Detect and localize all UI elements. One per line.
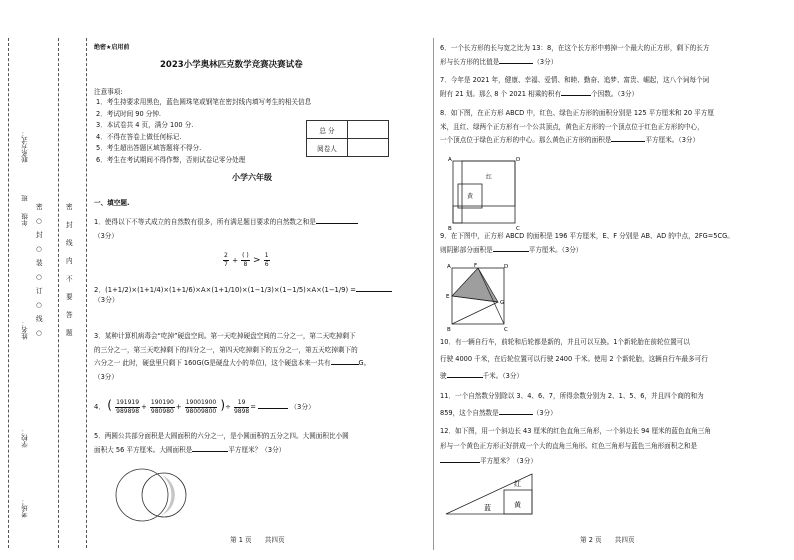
- exam-room-label: 考场：: [21, 498, 29, 518]
- q6-answer-blank[interactable]: [499, 63, 533, 64]
- label-c-9: C: [504, 327, 508, 332]
- label-yellow: 黄: [467, 193, 474, 200]
- score-table: [306, 120, 389, 157]
- label-g: G: [500, 300, 505, 306]
- label-a: A: [448, 157, 452, 163]
- q9-square-figure: [446, 262, 510, 332]
- label-b-9: B: [447, 327, 451, 332]
- question-7: 7．今年是 2021 年，健康、幸福、爱情、和睦、勤奋、追梦、富贵、崛起，这八个词每个词 附有 21 划。那么 8 个 2021 相乘的积有 个因数。（3分）: [440, 76, 710, 98]
- note-item: 6．考生在考试期间不得作弊，否则试卷记零分处理: [96, 155, 246, 164]
- page-divider: [433, 38, 434, 550]
- q7-answer-blank[interactable]: [561, 95, 591, 96]
- note-item: 4．不得在答卷上做任何标记.: [96, 132, 182, 141]
- q4-answer-blank[interactable]: [258, 408, 288, 409]
- label-red: 红: [486, 174, 493, 181]
- q1-expression: $\frac{2}{7}$ + $\frac{( )}{8}$ > $\frac{1}{6}$: [224, 252, 269, 268]
- q9-answer-blank[interactable]: [493, 251, 529, 252]
- grade-title: 小学六年级: [232, 173, 272, 182]
- secret-tag: 绝密★启用前: [94, 44, 130, 51]
- left-page-footer: 第 1 页 共四页: [230, 536, 285, 544]
- binding-seal-line: [58, 38, 59, 548]
- small-circle: [142, 473, 186, 517]
- q11-answer-blank[interactable]: [499, 414, 533, 415]
- question-3: 3．某种计算机病毒会“吃掉”硬盘空间。第一天吃掉硬盘空间的二分之一，第二天吃掉剩下 的三分之一，第三天吃掉剩下的四分之一，第四天吃掉剩下的五分之一，第五天吃掉剩下的 六分之一 此时，硬盘里只剩下 160G(G是硬盘大小的单位)，这个硬盘本来一共有 G。 （3分）: [94, 332, 371, 381]
- label-c: C: [516, 226, 520, 231]
- q12-triangle-figure: [444, 472, 536, 518]
- question-10: 10．有一辆自行车，前轮和后轮都是新的，并且可以互换。1个新轮胎在前轮位置可以 行驶 4000 千米，在后轮位置可以行驶 2400 千米。使用 2 个新轮胎，这辆自行车最多可行 驶 千米。（3分）: [440, 338, 708, 380]
- seal-line-text: 密 ○ 封 ○ 装 ○ 订 ○ 线 ○: [36, 203, 43, 337]
- grader-label: 阅卷人: [307, 139, 348, 157]
- label-red-12: 红: [514, 480, 521, 488]
- q2-answer-blank[interactable]: [356, 291, 392, 292]
- question-4: 4． ( $\frac{191919}{989898}$ + $\frac{190190}{980980}$ + $\frac{19001900}{98009800}$ )÷ $\frac{19}{9898}$ = （3分）: [94, 398, 315, 415]
- section-title: 一、填空题.: [94, 199, 130, 207]
- contact-label: 联系方式：: [21, 130, 29, 163]
- right-page-footer: 第 2 页 共四页: [580, 536, 635, 544]
- notes-list: [96, 97, 311, 166]
- name-label: 姓名：: [21, 320, 29, 340]
- green-square: [453, 206, 462, 223]
- q8-squares-figure: [446, 153, 522, 231]
- label-blue: 蓝: [484, 504, 491, 512]
- label-e: E: [446, 294, 450, 300]
- binding-cut-line-outer: [8, 38, 9, 548]
- notes-title: 注意事项:: [94, 88, 123, 96]
- label-f: F: [474, 263, 478, 269]
- q10-answer-blank[interactable]: [447, 377, 483, 378]
- question-8: 8．如下图，在正方形 ABCD 中，红色、绿色正方形的面积分别是 125 平方厘米和 20 平方厘 米，且红、绿两个正方形有一个公共顶点，黄色正方形的一个顶点位于红色正方形的中心， 一个顶点位于绿色正方形的中心。那么黄色正方形的面积是 平方厘米。（3分）: [440, 109, 714, 144]
- q8-answer-blank[interactable]: [611, 141, 645, 142]
- note-item: 3．本试卷共 4 页，满分 100 分.: [96, 121, 194, 129]
- school-label: 学校：: [21, 428, 29, 448]
- grader-cell[interactable]: [348, 139, 389, 157]
- note-item: 1．考生持要求用黑色，蓝色圆珠笔或钢笔在密封线内填写考生的相关信息: [96, 98, 312, 106]
- q2-expression: (1+1/2)×(1+1/4)×(1+1/6)×A×(1+1/10)×(1−1/3)×(1−1/5)×A×(1−1/9) =: [105, 286, 356, 294]
- label-b: B: [448, 226, 452, 231]
- q5-answer-blank[interactable]: [192, 451, 228, 452]
- question-12: 12．如下图，用一个斜边长 43 厘米的红色直角三角形，一个斜边长 94 厘米的蓝色直角三角 形与一个黄色正方形正好拼成一个大的直角三角形。红色三角形与蓝色三角形面积之和是 平方厘米？（3分）: [440, 427, 711, 465]
- question-11: 11．一个自然数分别除以 3、4、6、7，所得余数分别为 2、1、5、6，并且四个商的和为 859，这个自然数是 （3分）: [440, 392, 704, 417]
- total-score-cell[interactable]: [348, 121, 389, 139]
- question-1: 1．使得以下不等式成立的自然数有很多，所有满足题目要求的自然数之和是 （3分）: [94, 216, 424, 243]
- grade-label: 年级: [21, 213, 29, 226]
- question-5: 5．两圆公共部分面积是大圆面积的六分之一，是小圆面积的五分之四。大圆面积比小圆 面积大 56 平方厘米。大圆面积是 平方厘米？（3分）: [94, 432, 349, 454]
- total-score-label: 总 分: [307, 121, 348, 139]
- page-title: 2023小学奥林匹克数学竞赛决赛试卷: [160, 60, 303, 70]
- question-2: 2．(1+1/2)×(1+1/4)×(1+1/6)×A×(1+1/10)×(1−1/3)×(1−1/5)×A×(1−1/9) = （3分）: [94, 284, 392, 304]
- seal-warning-text: 密 封 线 内 不 要 答 题: [66, 203, 73, 337]
- label-d-9: D: [504, 264, 509, 270]
- class-label: 班: [21, 195, 29, 202]
- note-item: 5．考生超出答题区域答题将不得分.: [96, 144, 202, 152]
- label-yellow-12: 黄: [514, 501, 521, 509]
- label-d: D: [516, 157, 521, 163]
- note-item: 2．考试时间 90 分钟.: [96, 109, 162, 118]
- label-a-9: A: [447, 264, 451, 270]
- q1-answer-blank[interactable]: [316, 223, 358, 224]
- q3-answer-blank[interactable]: [331, 364, 359, 365]
- question-6: 6．一个长方形的长与宽之比为 13：8，在这个长方形中剪掉一个最大的正方形，剩下的长方 形与长方形的比值是 （3分）: [440, 44, 710, 66]
- q5-two-circles-figure: [108, 466, 188, 522]
- binding-inner-line: [86, 38, 87, 548]
- q12-answer-blank[interactable]: [440, 462, 480, 463]
- question-9: 9．在下图中，正方形 ABCD 的面积是 196 平方厘米，E、F 分别是 AB、AD 的中点，2FG=5CG。 则阴影部分面积是 平方厘米。（3分）: [440, 232, 734, 254]
